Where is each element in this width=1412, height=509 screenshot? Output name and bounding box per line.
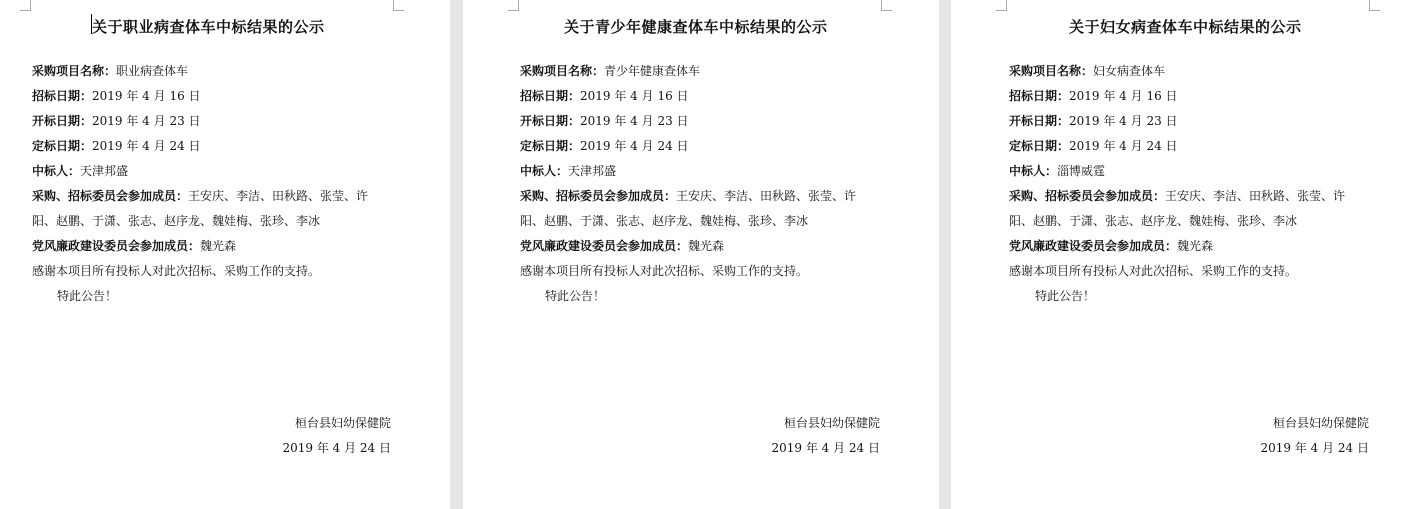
winner-label: 中标人： <box>520 164 569 178</box>
tender-date-label: 招标日期： <box>32 89 93 103</box>
project-name-line <box>520 63 700 79</box>
winner-line <box>32 163 128 179</box>
winner-line <box>520 163 616 179</box>
margin-corner-top-left <box>508 0 519 11</box>
tender-date-value: 2019 年 4 月 16 日 <box>92 89 201 103</box>
margin-corner-top-left <box>20 0 31 11</box>
notice-text: 特此公告！ <box>1035 289 1096 303</box>
decide-date-line <box>1009 138 1178 154</box>
document-page-2[interactable] <box>463 0 939 509</box>
decide-date-value: 2019 年 4 月 24 日 <box>1069 139 1178 153</box>
project-name-label: 采购项目名称： <box>32 64 117 78</box>
signature-date: 2019 年 4 月 24 日 <box>282 441 391 455</box>
tender-date-value: 2019 年 4 月 16 日 <box>1069 89 1178 103</box>
project-name-value: 青少年健康查体车 <box>604 64 701 78</box>
margin-corner-top-right <box>881 0 892 11</box>
party-committee-label: 党风廉政建设委员会参加成员： <box>1009 239 1178 253</box>
tender-date-line <box>520 88 689 104</box>
project-name-line <box>1009 63 1165 79</box>
party-committee-label: 党风廉政建设委员会参加成员： <box>32 239 201 253</box>
project-name-value: 职业病查体车 <box>116 64 189 78</box>
party-committee-value: 魏光森 <box>1177 239 1214 253</box>
committee-members-continued: 阳、赵鹏、于潇、张志、赵序龙、魏娃梅、张珍、李冰 <box>32 214 321 228</box>
margin-corner-top-right <box>1369 0 1380 11</box>
decide-date-value: 2019 年 4 月 24 日 <box>92 139 201 153</box>
party-committee-line <box>32 238 236 254</box>
committee-line <box>32 188 368 204</box>
tender-date-value: 2019 年 4 月 16 日 <box>580 89 689 103</box>
thanks-text: 感谢本项目所有投标人对此次招标、采购工作的支持。 <box>1009 264 1298 278</box>
tender-date-line <box>32 88 201 104</box>
open-date-value: 2019 年 4 月 23 日 <box>92 114 201 128</box>
party-committee-value: 魏光森 <box>688 239 725 253</box>
committee-members: 王安庆、李洁、田秋路、张莹、许 <box>1165 189 1346 203</box>
decide-date-line <box>520 138 689 154</box>
party-committee-line <box>520 238 724 254</box>
document-page-3[interactable] <box>951 0 1412 509</box>
committee-label: 采购、招标委员会参加成员： <box>520 189 677 203</box>
open-date-label: 开标日期： <box>32 114 93 128</box>
tender-date-label: 招标日期： <box>1009 89 1070 103</box>
signature-org: 桓台县妇幼保健院 <box>1272 416 1369 430</box>
decide-date-line <box>32 138 201 154</box>
decide-date-value: 2019 年 4 月 24 日 <box>580 139 689 153</box>
party-committee-label: 党风廉政建设委员会参加成员： <box>520 239 689 253</box>
notice-text: 特此公告！ <box>545 289 606 303</box>
winner-line <box>1009 163 1105 179</box>
decide-date-label: 定标日期： <box>32 139 93 153</box>
tender-date-line <box>1009 88 1178 104</box>
thanks-text: 感谢本项目所有投标人对此次招标、采购工作的支持。 <box>32 264 321 278</box>
project-name-label: 采购项目名称： <box>1009 64 1094 78</box>
page-title: 关于青少年健康查体车中标结果的公示 <box>564 18 828 36</box>
committee-label: 采购、招标委员会参加成员： <box>1009 189 1166 203</box>
open-date-value: 2019 年 4 月 23 日 <box>580 114 689 128</box>
committee-members: 王安庆、李洁、田秋路、张莹、许 <box>676 189 857 203</box>
open-date-line <box>1009 113 1178 129</box>
winner-value: 淄博威霆 <box>1057 164 1106 178</box>
thanks-text: 感谢本项目所有投标人对此次招标、采购工作的支持。 <box>520 264 809 278</box>
committee-members: 王安庆、李洁、田秋路、张莹、许 <box>188 189 369 203</box>
winner-value: 天津邦盛 <box>80 164 129 178</box>
decide-date-label: 定标日期： <box>520 139 581 153</box>
tender-date-label: 招标日期： <box>520 89 581 103</box>
winner-label: 中标人： <box>32 164 81 178</box>
decide-date-label: 定标日期： <box>1009 139 1070 153</box>
party-committee-value: 魏光森 <box>200 239 237 253</box>
committee-line <box>1009 188 1345 204</box>
signature-date: 2019 年 4 月 24 日 <box>1260 441 1369 455</box>
signature-org: 桓台县妇幼保健院 <box>294 416 391 430</box>
open-date-label: 开标日期： <box>520 114 581 128</box>
committee-members-continued: 阳、赵鹏、于潇、张志、赵序龙、魏娃梅、张珍、李冰 <box>1009 214 1298 228</box>
open-date-label: 开标日期： <box>1009 114 1070 128</box>
margin-corner-top-right <box>393 0 404 11</box>
open-date-line <box>520 113 689 129</box>
committee-label: 采购、招标委员会参加成员： <box>32 189 189 203</box>
document-page-1[interactable] <box>0 0 450 509</box>
winner-value: 天津邦盛 <box>568 164 617 178</box>
project-name-value: 妇女病查体车 <box>1093 64 1166 78</box>
page-title: 关于妇女病查体车中标结果的公示 <box>1069 18 1302 36</box>
margin-corner-top-left <box>996 0 1007 11</box>
committee-members-continued: 阳、赵鹏、于潇、张志、赵序龙、魏娃梅、张珍、李冰 <box>520 214 809 228</box>
page-title: 关于职业病查体车中标结果的公示 <box>92 18 325 36</box>
project-name-line <box>32 63 188 79</box>
open-date-value: 2019 年 4 月 23 日 <box>1069 114 1178 128</box>
signature-date: 2019 年 4 月 24 日 <box>771 441 880 455</box>
notice-text: 特此公告！ <box>57 289 118 303</box>
party-committee-line <box>1009 238 1213 254</box>
open-date-line <box>32 113 201 129</box>
committee-line <box>520 188 856 204</box>
project-name-label: 采购项目名称： <box>520 64 605 78</box>
winner-label: 中标人： <box>1009 164 1058 178</box>
signature-org: 桓台县妇幼保健院 <box>783 416 880 430</box>
